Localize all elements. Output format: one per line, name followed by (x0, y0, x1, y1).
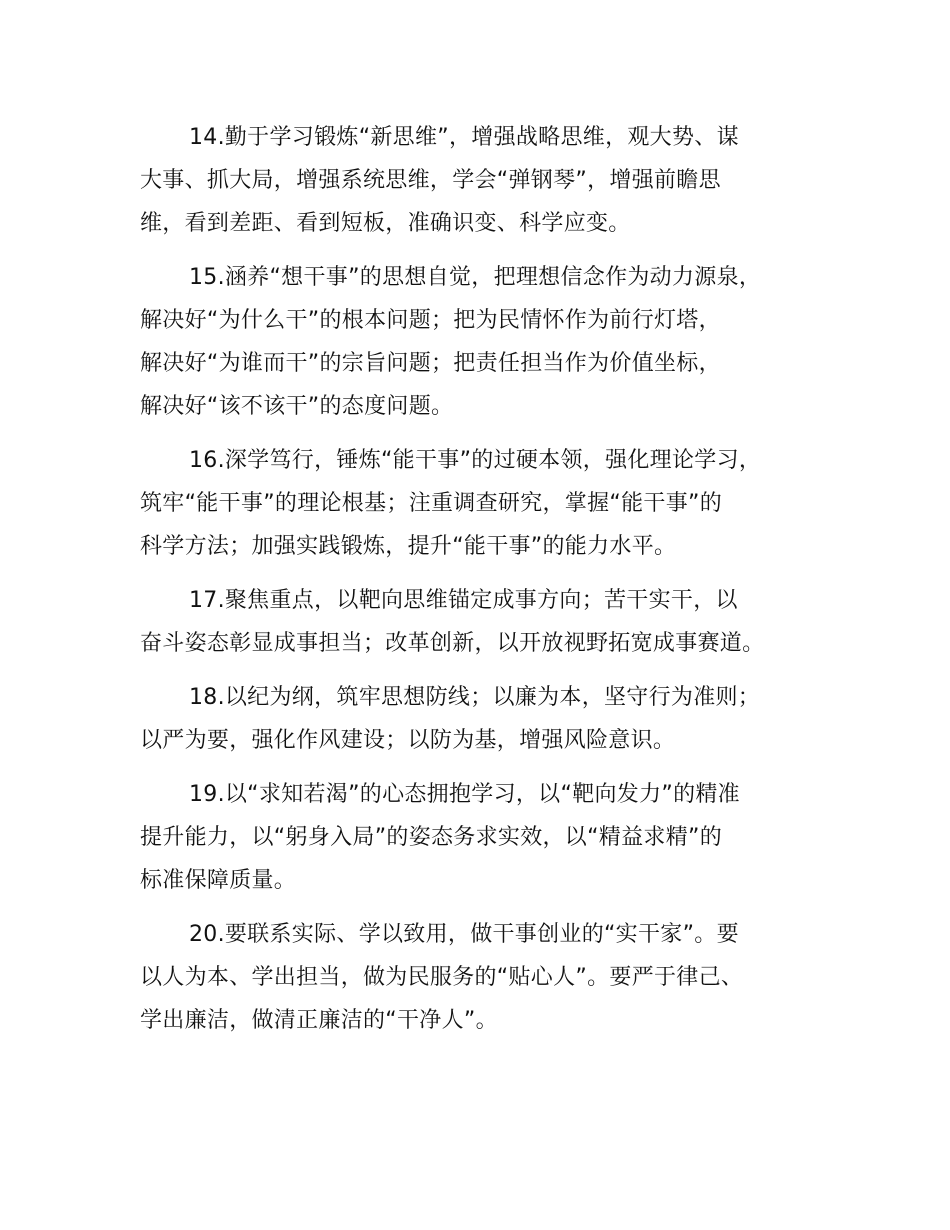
paragraph-line: 奋斗姿态彰显成事担当；改革创新，以开放视野拓宽成事赛道。 (140, 631, 765, 656)
paragraph-line: 19.以“求知若渴”的心态拥抱学习，以“靶向发力”的精准 (189, 782, 740, 807)
paragraph-line: 标准保障质量。 (140, 868, 297, 893)
paragraph-15 (140, 256, 840, 428)
paragraph-line: 科学方法；加强实践锻炼，提升“能干事”的能力水平。 (140, 534, 677, 559)
paragraph-18 (140, 676, 840, 762)
paragraph-14 (140, 116, 840, 245)
paragraph-20 (140, 913, 840, 1042)
paragraph-line: 14.勤于学习锻炼“新思维”，增强战略思维，观大势、谋 (189, 125, 739, 150)
paragraph-line: 大事、抓大局，增强系统思维，学会“弹钢琴”，增强前瞻思 (140, 168, 721, 193)
paragraph-19 (140, 773, 840, 902)
paragraph-line: 解决好“该不该干”的态度问题。 (140, 394, 454, 419)
paragraph-16 (140, 439, 840, 568)
paragraph-line: 17.聚焦重点，以靶向思维锚定成事方向；苦干实干，以 (189, 588, 738, 613)
paragraph-line: 18.以纪为纲，筑牢思想防线；以廉为本，坚守行为准则； (189, 685, 761, 710)
paragraph-line: 以严为要，强化作风建设；以防为基，增强风险意识。 (140, 728, 676, 753)
paragraph-line: 20.要联系实际、学以致用，做干事创业的“实干家”。要 (189, 922, 739, 947)
paragraph-line: 解决好“为什么干”的根本问题；把为民情怀作为前行灯塔， (140, 308, 721, 333)
paragraph-line: 16.深学笃行，锤炼“能干事”的过硬本领，强化理论学习， (189, 448, 762, 473)
paragraph-17 (140, 579, 840, 665)
document-body (140, 116, 840, 1053)
paragraph-line: 15.涵养“想干事”的思想自觉，把理想信念作为动力源泉， (189, 265, 762, 290)
paragraph-line: 学出廉洁，做清正廉洁的“干净人”。 (140, 1008, 498, 1033)
paragraph-line: 维，看到差距、看到短板，准确识变、科学应变。 (140, 211, 631, 236)
paragraph-line: 以人为本、学出担当，做为民服务的“贴心人”。要严于律己、 (140, 965, 744, 990)
paragraph-line: 解决好“为谁而干”的宗旨问题；把责任担当作为价值坐标， (140, 351, 721, 376)
paragraph-line: 筑牢“能干事”的理论根基；注重调查研究，掌握“能干事”的 (140, 491, 722, 516)
paragraph-line: 提升能力，以“躬身入局”的姿态务求实效，以“精益求精”的 (140, 825, 722, 850)
